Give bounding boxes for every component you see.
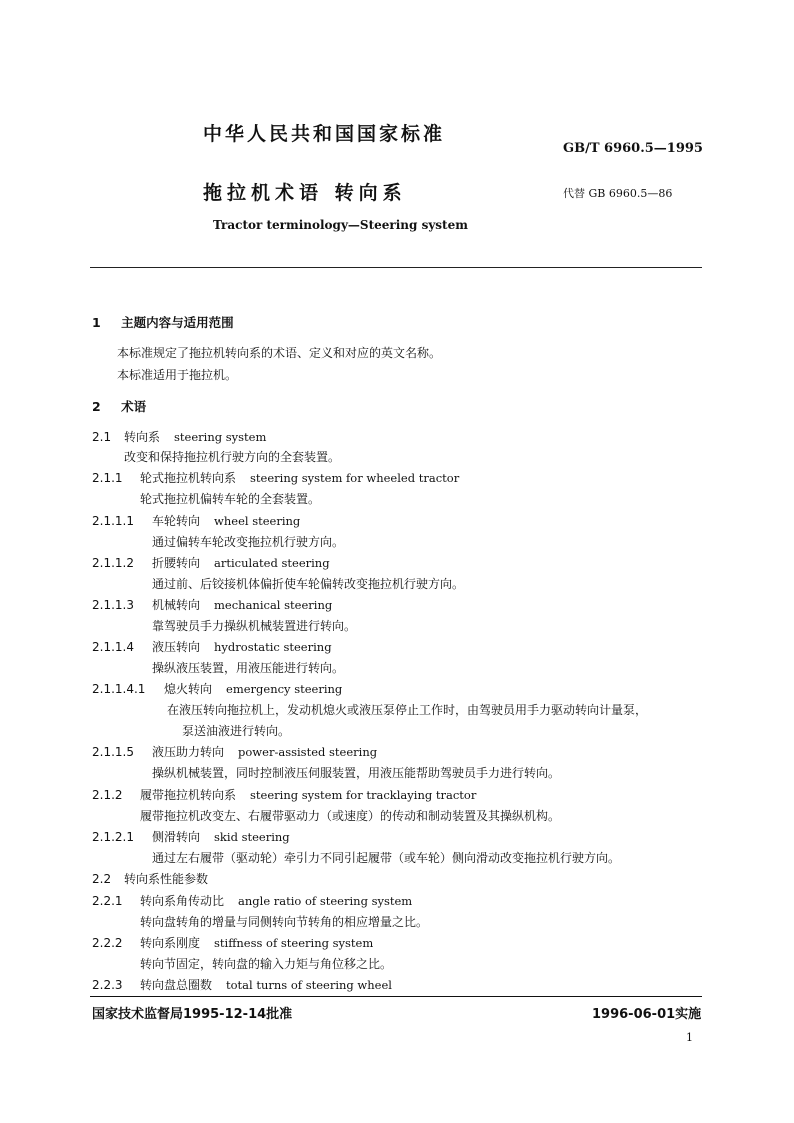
- term-chinese: 转向盘总圈数: [140, 978, 213, 992]
- term-chinese: 液压转向: [152, 640, 201, 654]
- term-number: 2.1.1.4: [92, 640, 134, 654]
- term-english: hydrostatic steering: [214, 640, 332, 654]
- footer-divider: [90, 996, 702, 997]
- term-english: emergency steering: [226, 682, 343, 696]
- term-entry: [92, 786, 476, 803]
- header-divider: [90, 267, 702, 268]
- term-number: 2.2.3: [92, 978, 123, 992]
- term-entry: [92, 934, 373, 951]
- term-number: 2.1.1.3: [92, 598, 134, 612]
- term-number: 2.1.1.2: [92, 556, 134, 570]
- section-1-heading: [92, 313, 234, 331]
- term-entry: [92, 892, 412, 909]
- term-entry: [92, 638, 332, 655]
- term-english: steering system: [174, 430, 267, 444]
- term-entry: [92, 743, 377, 760]
- section-2-heading: [92, 397, 146, 415]
- term-chinese: 折腰转向: [152, 556, 201, 570]
- standard-code: GB/T 6960.5—1995: [563, 141, 703, 156]
- term-entry: [92, 976, 392, 993]
- term-chinese: 转向系刚度: [140, 936, 201, 950]
- english-title: Tractor terminology—Steering system: [213, 218, 468, 232]
- effective-date: 1996-06-01实施: [592, 1007, 702, 1022]
- term-english: stiffness of steering system: [214, 936, 374, 950]
- term-number: 2.1.1: [92, 471, 123, 485]
- page-number: 1: [686, 1031, 693, 1044]
- paragraph: 本标准适用于拖拉机。: [117, 368, 238, 382]
- term-number: 2.1: [92, 430, 112, 444]
- term-definition: 操纵液压装置，用液压能进行转向。: [152, 661, 345, 675]
- term-english: angle ratio of steering system: [238, 894, 413, 908]
- term-entry: [92, 596, 332, 613]
- term-chinese: 熄火转向: [164, 682, 213, 696]
- term-chinese: 转向系角传动比: [140, 894, 225, 908]
- term-chinese: 履带拖拉机转向系: [140, 788, 237, 802]
- term-entry: [92, 428, 266, 445]
- term-entry: [92, 469, 459, 486]
- term-entry: [92, 512, 300, 529]
- term-definition: 泵送油液进行转向。: [182, 724, 291, 738]
- term-chinese: 机械转向: [152, 598, 201, 612]
- term-number: 2.2.2: [92, 936, 123, 950]
- term-english: wheel steering: [214, 514, 301, 528]
- term-english: skid steering: [214, 830, 290, 844]
- term-number: 2.2.1: [92, 894, 123, 908]
- term-entry: [92, 680, 342, 697]
- term-number: 2.1.2.1: [92, 830, 134, 844]
- section-number: 2: [92, 399, 101, 414]
- term-english: power-assisted steering: [238, 745, 378, 759]
- term-definition: 在液压转向拖拉机上，发动机熄火或液压泵停止工作时，由驾驶员用手力驱动转向计量泵，: [167, 703, 648, 717]
- approval-note: 国家技术监督局1995-12-14批准: [92, 1007, 293, 1022]
- term-definition: 通过前、后铰接机体偏折使车轮偏转改变拖拉机行驶方向。: [152, 577, 465, 591]
- term-definition: 通过左右履带（驱动轮）牵引力不同引起履带（或车轮）侧向滑动改变拖拉机行驶方向。: [152, 851, 621, 865]
- term-entry: [92, 828, 290, 845]
- term-definition: 转向节固定，转向盘的输入力矩与角位移之比。: [140, 957, 393, 971]
- standard-title: 中华人民共和国国家标准: [203, 123, 446, 145]
- section-number: 1: [92, 315, 101, 330]
- paragraph: 本标准规定了拖拉机转向系的术语、定义和对应的英文名称。: [117, 346, 442, 360]
- term-number: 2.1.2: [92, 788, 123, 802]
- term-definition: 转向盘转角的增量与同侧转向节转角的相应增量之比。: [140, 915, 429, 929]
- term-number: 2.1.1.4.1: [92, 682, 146, 696]
- section-title: 术语: [121, 399, 147, 414]
- term-english: steering system for tracklaying tractor: [250, 788, 477, 802]
- term-entry: [92, 870, 222, 887]
- term-definition: 改变和保持拖拉机行驶方向的全套装置。: [124, 450, 341, 464]
- term-chinese: 侧滑转向: [152, 830, 201, 844]
- section-title: 主题内容与适用范围: [121, 315, 234, 330]
- term-chinese: 车轮转向: [152, 514, 201, 528]
- replaces-note: 代替 GB 6960.5—86: [563, 187, 673, 200]
- term-chinese: 液压助力转向: [152, 745, 225, 759]
- term-number: 2.1.1.5: [92, 745, 134, 759]
- term-chinese: 转向系: [124, 430, 161, 444]
- term-number: 2.1.1.1: [92, 514, 134, 528]
- term-english: mechanical steering: [214, 598, 333, 612]
- term-english: steering system for wheeled tractor: [250, 471, 460, 485]
- document-title: 拖拉机术语 转向系: [203, 182, 407, 204]
- term-definition: 通过偏转车轮改变拖拉机行驶方向。: [152, 535, 345, 549]
- term-definition: 操纵机械装置，同时控制液压伺服装置，用液压能帮助驾驶员手力进行转向。: [152, 766, 561, 780]
- term-chinese: 轮式拖拉机转向系: [140, 471, 237, 485]
- term-chinese: 转向系性能参数: [124, 872, 209, 886]
- term-english: total turns of steering wheel: [226, 978, 392, 992]
- term-number: 2.2: [92, 872, 112, 886]
- term-definition: 靠驾驶员手力操纵机械装置进行转向。: [152, 619, 357, 633]
- term-definition: 履带拖拉机改变左、右履带驱动力（或速度）的传动和制动装置及其操纵机构。: [140, 809, 561, 823]
- term-english: articulated steering: [214, 556, 330, 570]
- term-definition: 轮式拖拉机偏转车轮的全套装置。: [140, 492, 321, 506]
- term-entry: [92, 554, 330, 571]
